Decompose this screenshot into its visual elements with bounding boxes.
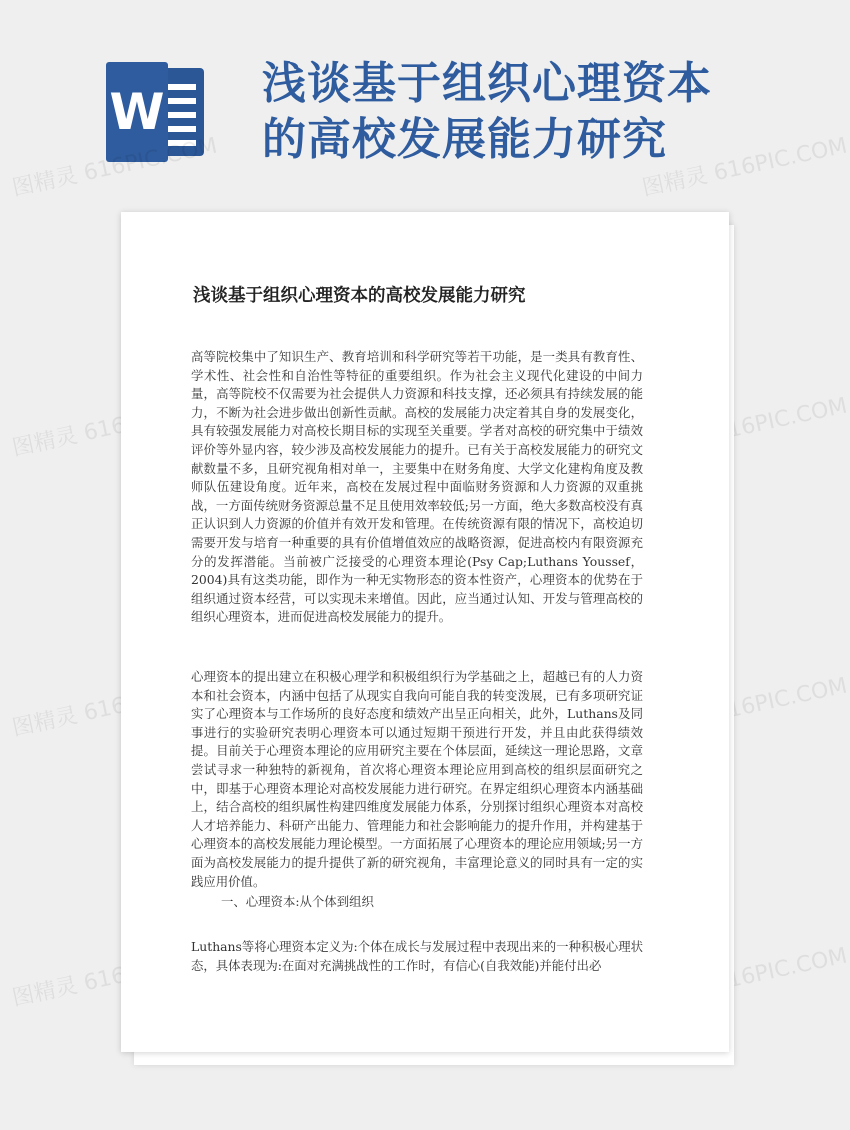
watermark: 图精灵 616PIC.COM	[10, 393, 220, 462]
watermark: 图精灵 616PIC.COM	[640, 673, 850, 742]
watermark: 图精灵 616PIC.COM	[640, 943, 850, 1012]
watermark: 图精灵 616PIC.COM	[640, 393, 850, 462]
paragraph-3: Luthans等将心理资本定义为:个体在成长与发展过程中表现出来的一种积极心理状态，具体表现为:在面对充满挑战性的工作时，有信心(自我效能)并能付出必	[191, 939, 643, 973]
document-title: 浅谈基于组织心理资本的高校发展能力研究	[193, 286, 526, 306]
watermark: 图精灵 616PIC.COM	[10, 673, 220, 742]
paragraph-2: 心理资本的提出建立在积极心理学和积极组织行为学基础之上，超越已有的人力资本和社会资本，内涵中包括了从现实自我向可能自我的转变泼展，已有多项研究证实了心理资本与工作场所的良好态度和绩效产出呈正向相关，此外，Luthans及同事进行的实验研究表明心理资本可以通过短期干预进行开发，并且由此获得绩效提。目前关于心理资本理论的应用研究主要在个体层面，延续这一理论思路，文章尝试寻求一种独特的新视角，首次将心理资本理论应用到高校的组织层面研究之中，即基于心理资本理论对高校发展能力进行研究。在界定组织心理资本内涵基础上，结合高校的组织属性构建四维度发展能力体系，分别探讨组织心理资本对高校人才培养能力、科研产出能力、管理能力和社会影响能力的提升作用，并构建基于心理资本的高校发展能力理论模型。一方面拓展了心理资本的理论应用领域;另一方面为高校发展能力的提升提供了新的研究视角，丰富理论意义的同时具有一定的实践应用价值。	[191, 669, 643, 889]
watermark: 图精灵 616PIC.COM	[10, 943, 220, 1012]
word-icon-letter: W	[106, 62, 168, 162]
word-document-icon	[106, 62, 206, 162]
watermark: 图精灵 616PIC.COM	[10, 133, 220, 202]
banner-title-line2: 的高校发展能力研究	[262, 114, 667, 165]
watermark: 图精灵 616PIC.COM	[640, 133, 850, 202]
banner-title-line1: 浅谈基于组织心理资本	[262, 58, 712, 109]
section-heading: 一、心理资本:从个体到组织	[221, 894, 374, 909]
banner	[0, 0, 800, 200]
banner-title	[262, 56, 782, 168]
document-page	[121, 212, 729, 1052]
paragraph-1: 高等院校集中了知识生产、教育培训和科学研究等若干功能，是一类具有教育性、学术性、社会性和自治性等特征的重要组织。作为社会主义现代化建设的中间力量，高等院校不仅需要为社会提供人力资源和科技支撑，还必须具有持续发展的能力，不断为社会进步做出创新性贡献。高校的发展能力决定着其自身的发展变化，具有较强发展能力对高校长期目标的实现至关重要。学者对高校的研究集中于绩效评价等外显内容，较少涉及高校发展能力的提升。已有关于高校发展能力的研究文献数量不多，且研究视角相对单一，主要集中在财务角度、大学文化建构角度及教师队伍建设角度。近年来，高校在发展过程中面临财务资源和人力资源的双重挑战，一方面传统财务资源总量不足且使用效率较低;另一方面，绝大多数高校没有真正认识到人力资源的价值并有效开发和管理。在传统资源有限的情况下，高校迫切需要开发与培育一种重要的具有价值增值效应的战略资源，促进高校内有限资源充分的发挥潜能。当前被广泛接受的心理资本理论(Psy Cap;Luthans Youssef，2004)具有这类功能，即作为一种无实物形态的资本性资产，心理资本的优势在于组织通过资本经营，可以实现未来增值。因此，应当通过认知、开发与管理高校的组织心理资本，进而促进高校发展能力的提升。	[191, 349, 643, 625]
